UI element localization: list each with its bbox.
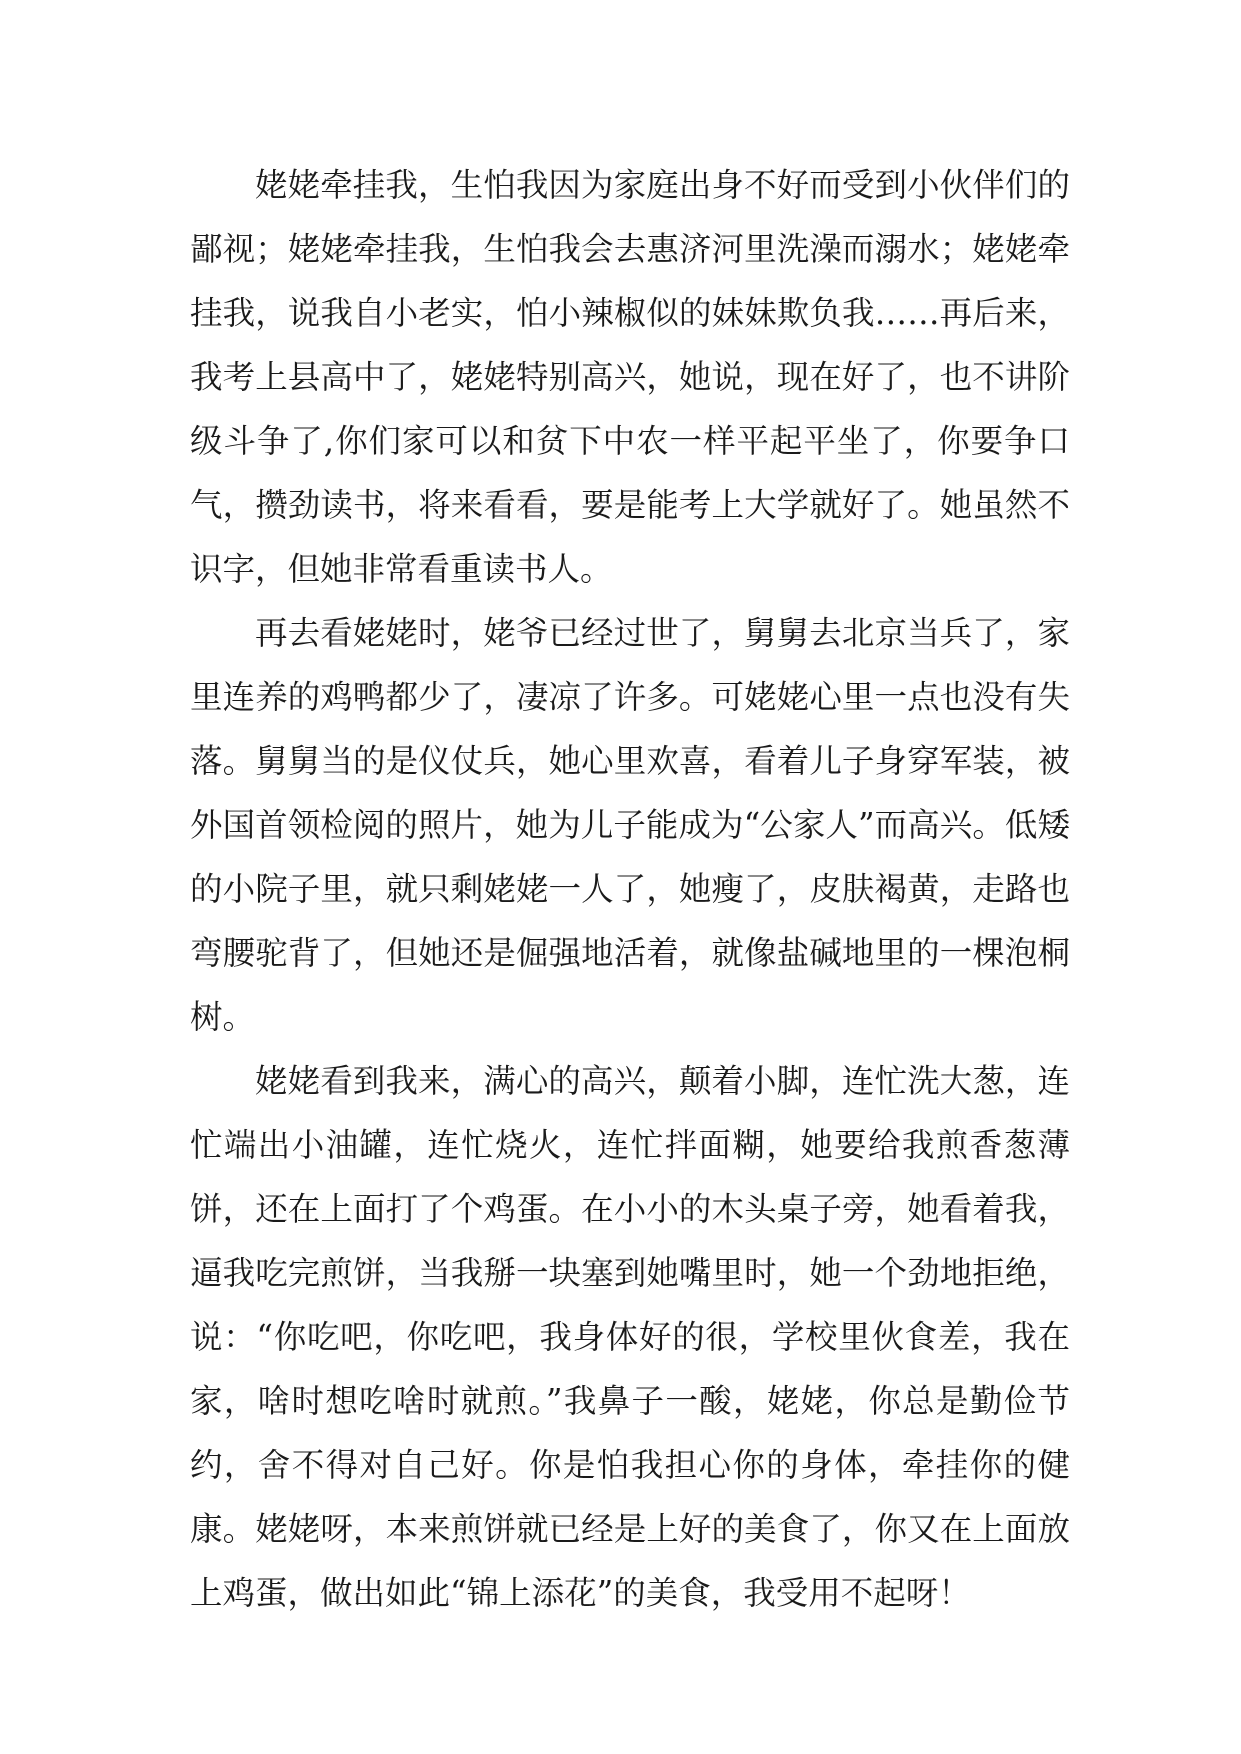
- body-text: [190, 153, 1070, 1625]
- paragraph-1: 姥姥牵挂我，生怕我因为家庭出身不好而受到小伙伴们的鄙视；姥姥牵挂我，生怕我会去惠济河里洗澡而溺水；姥姥牵挂我，说我自小老实，怕小辣椒似的妹妹欺负我……再后来，我考上县高中了，姥姥特别高兴，她说，现在好了，也不讲阶级斗争了,你们家可以和贫下中农一样平起平坐了，你要争口气，攒劲读书，将来看看，要是能考上大学就好了。她虽然不识字，但她非常看重读书人。: [190, 166, 1070, 588]
- paragraph-3: 姥姥看到我来，满心的高兴，颠着小脚，连忙洗大葱，连忙端出小油罐，连忙烧火，连忙拌面糊，她要给我煎香葱薄饼，还在上面打了个鸡蛋。在小小的木头桌子旁，她看着我，逼我吃完煎饼，当我掰一块塞到她嘴里时，她一个劲地拒绝，说：“你吃吧，你吃吧，我身体好的很，学校里伙食差，我在家，啥时想吃啥时就煎。”我鼻子一酸，姥姥，你总是勤俭节约，舍不得对自己好。你是怕我担心你的身体，牵挂你的健康。姥姥呀，本来煎饼就已经是上好的美食了，你又在上面放上鸡蛋，做出如此“锦上添花”的美食，我受用不起呀！: [190, 1062, 1070, 1612]
- paragraph-2: 再去看姥姥时，姥爷已经过世了，舅舅去北京当兵了，家里连养的鸡鸭都少了，凄凉了许多。可姥姥心里一点也没有失落。舅舅当的是仪仗兵，她心里欢喜，看着儿子身穿军装，被外国首领检阅的照片，她为儿子能成为“公家人”而高兴。低矮的小院子里，就只剩姥姥一人了，她瘦了，皮肤褐黄，走路也弯腰驼背了，但她还是倔强地活着，就像盐碱地里的一棵泡桐树。: [190, 614, 1070, 1036]
